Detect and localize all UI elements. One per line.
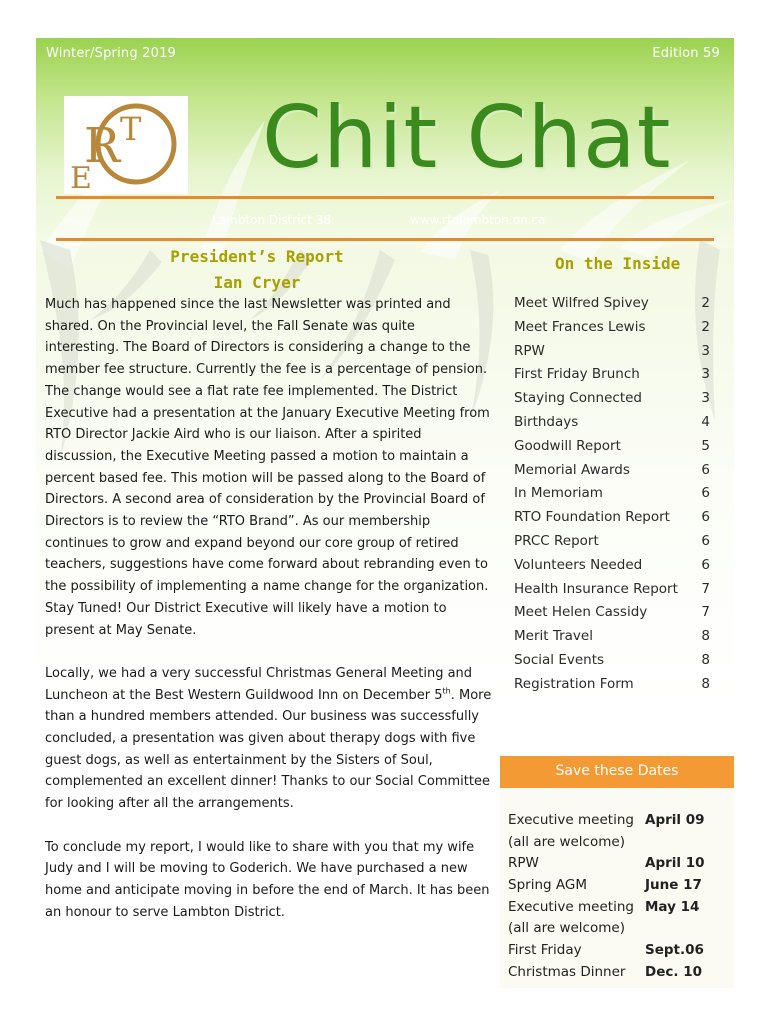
toc-item[interactable] bbox=[514, 506, 710, 530]
date-value: April 09 bbox=[645, 812, 705, 828]
date-row bbox=[508, 962, 708, 984]
save-dates-list bbox=[508, 810, 708, 984]
toc-item-label: Staying Connected bbox=[514, 390, 642, 407]
date-row bbox=[508, 897, 708, 919]
toc-item-label: First Friday Brunch bbox=[514, 366, 640, 383]
toc-item-page: 6 bbox=[701, 556, 710, 573]
svg-text:T: T bbox=[120, 110, 142, 148]
toc-item[interactable] bbox=[514, 363, 710, 387]
table-of-contents bbox=[514, 292, 710, 697]
toc-item-label: Goodwill Report bbox=[514, 437, 621, 454]
toc-item-page: 8 bbox=[701, 675, 710, 692]
toc-item-label: Registration Form bbox=[514, 675, 634, 692]
toc-item[interactable] bbox=[514, 625, 710, 649]
presidents-report-body bbox=[45, 294, 493, 945]
website-link[interactable]: www.rtolambton.on.ca bbox=[410, 213, 546, 227]
inside-heading: On the Inside bbox=[555, 254, 681, 273]
toc-item-page: 6 bbox=[701, 509, 710, 526]
date-value: June 17 bbox=[645, 877, 702, 894]
date-value: April 10 bbox=[645, 855, 705, 872]
svg-text:R: R bbox=[84, 118, 121, 174]
date-value: Sept.06 bbox=[645, 942, 704, 959]
date-event: (all are welcome) bbox=[508, 920, 625, 937]
toc-item-label: RPW bbox=[514, 342, 545, 359]
toc-item[interactable] bbox=[514, 530, 710, 554]
date-event: Christmas Dinner bbox=[508, 963, 626, 980]
toc-item-label: Meet Frances Lewis bbox=[514, 318, 646, 335]
report-author: Ian Cryer bbox=[213, 273, 301, 292]
report-paragraph bbox=[45, 663, 493, 815]
toc-item-page: 4 bbox=[701, 413, 710, 430]
toc-item-label: Merit Travel bbox=[514, 628, 593, 645]
toc-item-label: RTO Foundation Report bbox=[514, 509, 670, 526]
svg-text:E: E bbox=[70, 161, 92, 194]
toc-item[interactable] bbox=[514, 459, 710, 483]
report-paragraph: To conclude my report, I would like to share with you that my wife Judy and I will be moving to Goderich. We have purchased a new home and anticipate moving in before the end of March. It has been an honour to serve Lambton District. bbox=[45, 839, 490, 920]
toc-item-page: 6 bbox=[701, 461, 710, 478]
toc-item[interactable] bbox=[514, 316, 710, 340]
toc-item-label: Memorial Awards bbox=[514, 461, 630, 478]
date-event: Executive meeting bbox=[508, 898, 634, 915]
toc-item[interactable] bbox=[514, 649, 710, 673]
date-row bbox=[508, 875, 708, 897]
toc-item-page: 3 bbox=[701, 390, 710, 407]
toc-item[interactable] bbox=[514, 554, 710, 578]
newsletter-title: Chit Chat bbox=[262, 88, 672, 188]
rto-logo bbox=[64, 96, 188, 194]
header-rule-bottom bbox=[56, 238, 714, 241]
date-event: (all are welcome) bbox=[508, 833, 625, 850]
report-heading bbox=[132, 244, 382, 296]
date-value: May 14 bbox=[645, 898, 700, 915]
toc-item[interactable] bbox=[514, 292, 710, 316]
date-event: Spring AGM bbox=[508, 877, 587, 894]
date-row bbox=[508, 832, 708, 854]
date-event: Executive meeting bbox=[508, 812, 634, 828]
toc-item[interactable] bbox=[514, 578, 710, 602]
issue-season: Winter/Spring 2019 bbox=[46, 46, 177, 61]
toc-item-page: 3 bbox=[701, 342, 710, 359]
report-title: President’s Report bbox=[170, 247, 344, 266]
report-paragraph: Much has happened since the last Newsletter was printed and shared. On the Provincial level, the Fall Senate was quite interesting. The Board of Directors is considering a change to the member fee structure. Currently the fee is a percentage of pension. The change would see a flat rate fee implemented. The District Executive had a presentation at the January Executive Meeting from RTO Director Jackie Aird who is our liaison. After a spirited discussion, the Executive Meeting passed a motion to maintain a percent based fee. This motion will be passed along to the Board of Directors. A second area of consideration by the Provincial Board of Directors is to review the “RTO Brand”. As our membership continues to grow and expand beyond our core group of retired teachers, suggestions have come forward about rebranding even to the possibility of implementing a name change for the organization. Stay Tuned! Our District Executive will likely have a motion to present at May Senate. bbox=[45, 297, 490, 638]
toc-item-label: Health Insurance Report bbox=[514, 580, 678, 597]
toc-item[interactable] bbox=[514, 340, 710, 364]
toc-item[interactable] bbox=[514, 482, 710, 506]
toc-item-label: Meet Helen Cassidy bbox=[514, 604, 648, 621]
issue-edition: Edition 59 bbox=[652, 46, 720, 61]
report-text: . More than a hundred members attended. Our business was successfully concluded, a presentation was given about therapy dogs with five guest dogs, as well as entertainment by the Sisters of Soul, complemented an excellent dinner! Thanks to our Social Committee for looking after all the arrangements. bbox=[45, 687, 492, 812]
toc-item-label: Social Events bbox=[514, 651, 605, 668]
toc-item-label: Volunteers Needed bbox=[514, 556, 643, 573]
date-value: Dec. 10 bbox=[645, 963, 702, 980]
toc-item-page: 7 bbox=[701, 604, 710, 621]
date-row bbox=[508, 940, 708, 962]
toc-item-page: 8 bbox=[701, 651, 710, 668]
toc-item-page: 2 bbox=[701, 295, 710, 311]
district-name: Lambton District 38 bbox=[212, 213, 331, 227]
toc-item[interactable] bbox=[514, 673, 710, 697]
date-row bbox=[508, 918, 708, 940]
toc-item-page: 3 bbox=[701, 366, 710, 383]
date-row bbox=[508, 810, 708, 832]
save-dates-heading: Save these Dates bbox=[500, 756, 734, 788]
toc-item-label: Birthdays bbox=[514, 413, 579, 430]
report-superscript: th bbox=[442, 686, 451, 696]
report-text: Locally, we had a very successful Christmas General Meeting and Luncheon at the Best Western Guildwood Inn on December 5 bbox=[45, 665, 473, 703]
toc-item-page: 8 bbox=[701, 628, 710, 645]
toc-item[interactable] bbox=[514, 601, 710, 625]
toc-item-label: In Memoriam bbox=[514, 485, 603, 502]
toc-item[interactable] bbox=[514, 387, 710, 411]
toc-item-page: 5 bbox=[701, 437, 710, 454]
date-event: RPW bbox=[508, 855, 539, 872]
date-row bbox=[508, 853, 708, 875]
rto-logo-icon bbox=[64, 96, 188, 194]
header-rule-top bbox=[56, 196, 714, 199]
toc-item-page: 2 bbox=[701, 318, 710, 335]
toc-item-page: 6 bbox=[701, 485, 710, 502]
toc-item[interactable] bbox=[514, 411, 710, 435]
toc-item[interactable] bbox=[514, 435, 710, 459]
toc-item-label: Meet Wilfred Spivey bbox=[514, 295, 649, 311]
date-event: First Friday bbox=[508, 942, 582, 959]
toc-item-page: 6 bbox=[701, 532, 710, 549]
toc-item-label: PRCC Report bbox=[514, 532, 599, 549]
toc-item-page: 7 bbox=[701, 580, 710, 597]
